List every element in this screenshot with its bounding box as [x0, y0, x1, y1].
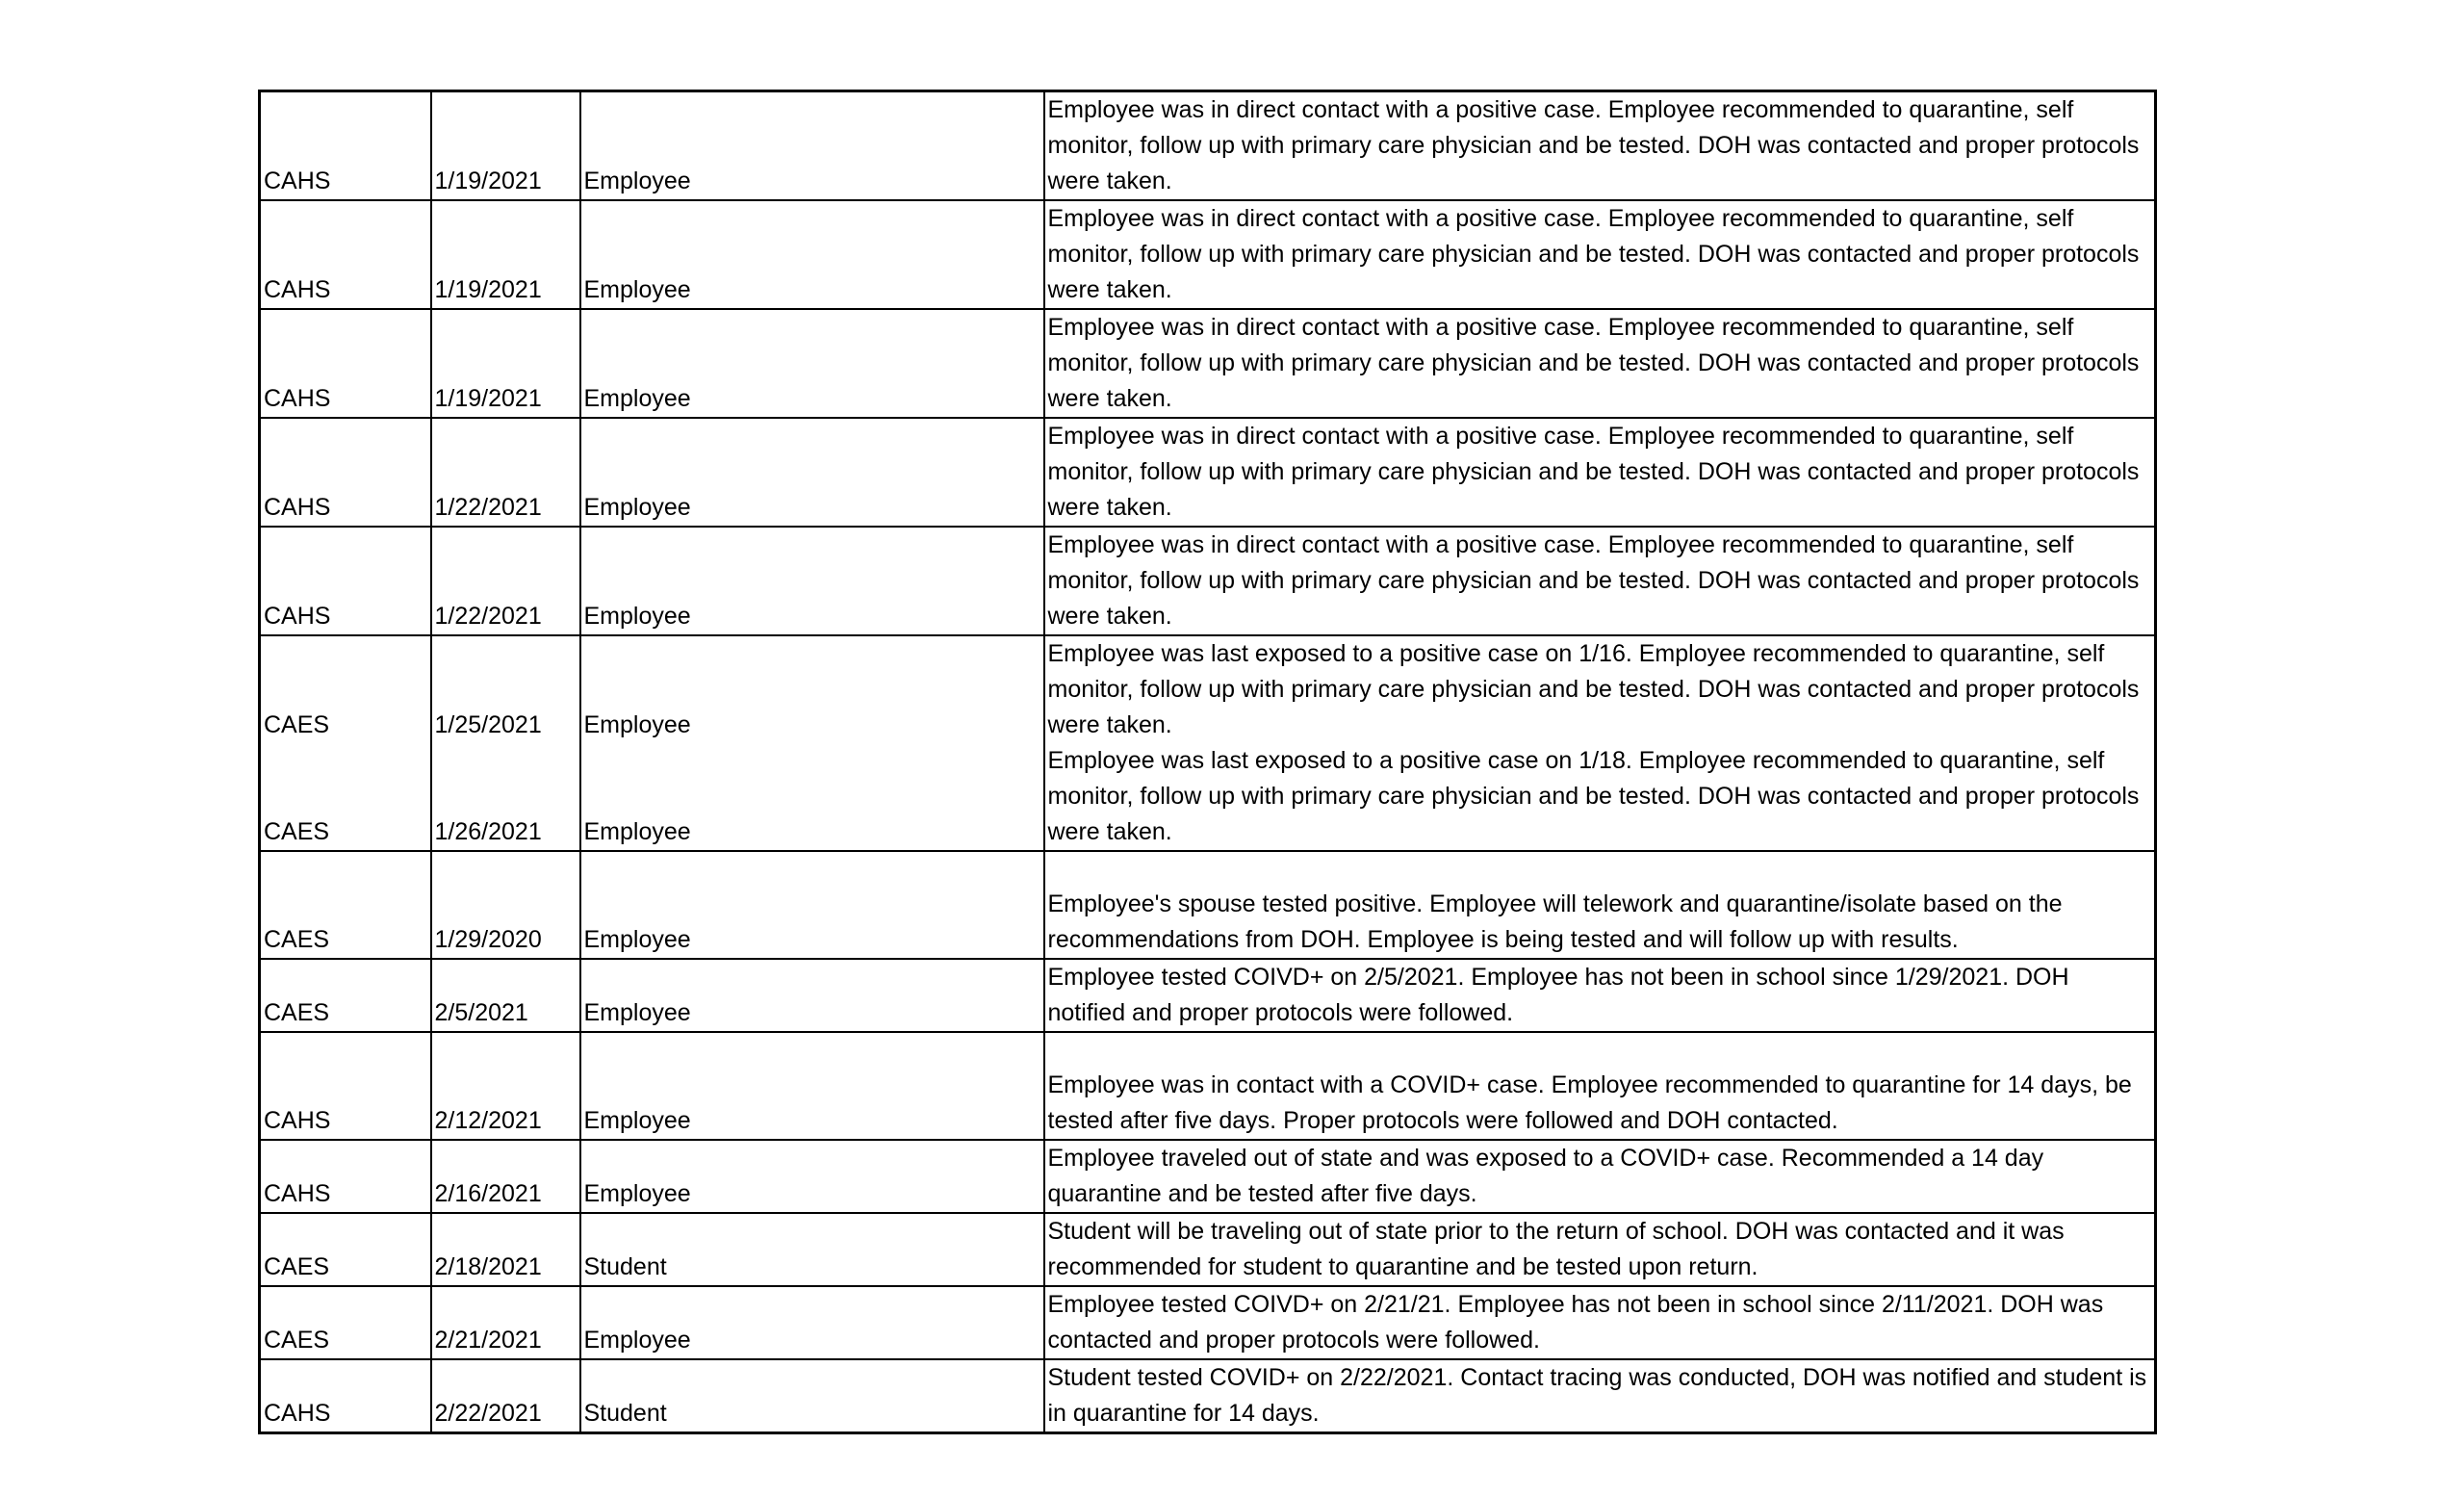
description-cell: Employee traveled out of state and was exposed to a COVID+ case. Recommended a 14 day quarantine and be tested after five days.: [1044, 1140, 2156, 1213]
type-cell: Employee: [580, 1286, 1044, 1359]
date-cell: 2/18/2021: [431, 1213, 580, 1286]
date-cell: 1/22/2021: [431, 418, 580, 527]
description-cell: Student will be traveling out of state prior to the return of school. DOH was contacted and it was recommended for student to quarantine and be tested upon return.: [1044, 1213, 2156, 1286]
school-cell: CAES: [260, 959, 431, 1032]
incident-log-sheet: [258, 90, 2154, 1434]
type-cell: Employee: [580, 959, 1044, 1032]
description-cell: Employee was in direct contact with a positive case. Employee recommended to quarantine, self monitor, follow up with primary care physician and be tested. DOH was contacted and proper protocols were taken.: [1044, 309, 2156, 418]
school-cell: CAHS: [260, 1140, 431, 1213]
table-row: [260, 635, 2156, 743]
type-cell: Employee: [580, 635, 1044, 743]
date-cell: 2/5/2021: [431, 959, 580, 1032]
date-cell: 1/26/2021: [431, 743, 580, 851]
description-cell: Employee was last exposed to a positive case on 1/16. Employee recommended to quarantine, self monitor, follow up with primary care physician and be tested. DOH was contacted and proper protocols were taken.: [1044, 635, 2156, 743]
school-cell: CAHS: [260, 1359, 431, 1433]
table-row: [260, 1286, 2156, 1359]
school-cell: CAES: [260, 1286, 431, 1359]
type-cell: Student: [580, 1359, 1044, 1433]
school-cell: CAHS: [260, 200, 431, 309]
table-row: [260, 1140, 2156, 1213]
description-cell: Employee was in direct contact with a positive case. Employee recommended to quarantine, self monitor, follow up with primary care physician and be tested. DOH was contacted and proper protocols were taken.: [1044, 418, 2156, 527]
table-row: [260, 309, 2156, 418]
description-cell: Student tested COVID+ on 2/22/2021. Contact tracing was conducted, DOH was notified and student is in quarantine for 14 days.: [1044, 1359, 2156, 1433]
type-cell: Employee: [580, 200, 1044, 309]
type-cell: Student: [580, 1213, 1044, 1286]
type-cell: Employee: [580, 91, 1044, 201]
table-row: [260, 418, 2156, 527]
incident-log-table: [258, 90, 2157, 1434]
date-cell: 2/16/2021: [431, 1140, 580, 1213]
table-row: [260, 200, 2156, 309]
type-cell: Employee: [580, 743, 1044, 851]
table-row: [260, 91, 2156, 201]
school-cell: CAHS: [260, 418, 431, 527]
description-cell: Employee tested COIVD+ on 2/5/2021. Employee has not been in school since 1/29/2021. DOH notified and proper protocols were followed.: [1044, 959, 2156, 1032]
description-cell: Employee was last exposed to a positive case on 1/18. Employee recommended to quarantine, self monitor, follow up with primary care physician and be tested. DOH was contacted and proper protocols were taken.: [1044, 743, 2156, 851]
type-cell: Employee: [580, 1140, 1044, 1213]
date-cell: 1/19/2021: [431, 309, 580, 418]
school-cell: CAES: [260, 1213, 431, 1286]
date-cell: 2/22/2021: [431, 1359, 580, 1433]
date-cell: 1/29/2020: [431, 851, 580, 959]
date-cell: 1/19/2021: [431, 200, 580, 309]
description-cell: Employee was in direct contact with a positive case. Employee recommended to quarantine, self monitor, follow up with primary care physician and be tested. DOH was contacted and proper protocols were taken.: [1044, 91, 2156, 201]
table-row: [260, 743, 2156, 851]
type-cell: Employee: [580, 527, 1044, 635]
description-cell: Employee tested COIVD+ on 2/21/21. Employee has not been in school since 2/11/2021. DOH was contacted and proper protocols were followed.: [1044, 1286, 2156, 1359]
school-cell: CAHS: [260, 309, 431, 418]
table-row: [260, 527, 2156, 635]
date-cell: 2/12/2021: [431, 1032, 580, 1140]
date-cell: 1/19/2021: [431, 91, 580, 201]
table-row: [260, 1359, 2156, 1433]
date-cell: 1/25/2021: [431, 635, 580, 743]
date-cell: 1/22/2021: [431, 527, 580, 635]
type-cell: Employee: [580, 851, 1044, 959]
description-cell: Employee was in contact with a COVID+ case. Employee recommended to quarantine for 14 days, be tested after five days. Proper protocols were followed and DOH contacted.: [1044, 1032, 2156, 1140]
type-cell: Employee: [580, 309, 1044, 418]
description-cell: Employee's spouse tested positive. Employee will telework and quarantine/isolate based on the recommendations from DOH. Employee is being tested and will follow up with results.: [1044, 851, 2156, 959]
description-cell: Employee was in direct contact with a positive case. Employee recommended to quarantine, self monitor, follow up with primary care physician and be tested. DOH was contacted and proper protocols were taken.: [1044, 527, 2156, 635]
table-row: [260, 1032, 2156, 1140]
type-cell: Employee: [580, 418, 1044, 527]
type-cell: Employee: [580, 1032, 1044, 1140]
school-cell: CAHS: [260, 527, 431, 635]
description-cell: Employee was in direct contact with a positive case. Employee recommended to quarantine, self monitor, follow up with primary care physician and be tested. DOH was contacted and proper protocols were taken.: [1044, 200, 2156, 309]
date-cell: 2/21/2021: [431, 1286, 580, 1359]
table-row: [260, 851, 2156, 959]
school-cell: CAHS: [260, 91, 431, 201]
school-cell: CAES: [260, 743, 431, 851]
school-cell: CAES: [260, 851, 431, 959]
table-row: [260, 959, 2156, 1032]
table-row: [260, 1213, 2156, 1286]
school-cell: CAES: [260, 635, 431, 743]
school-cell: CAHS: [260, 1032, 431, 1140]
